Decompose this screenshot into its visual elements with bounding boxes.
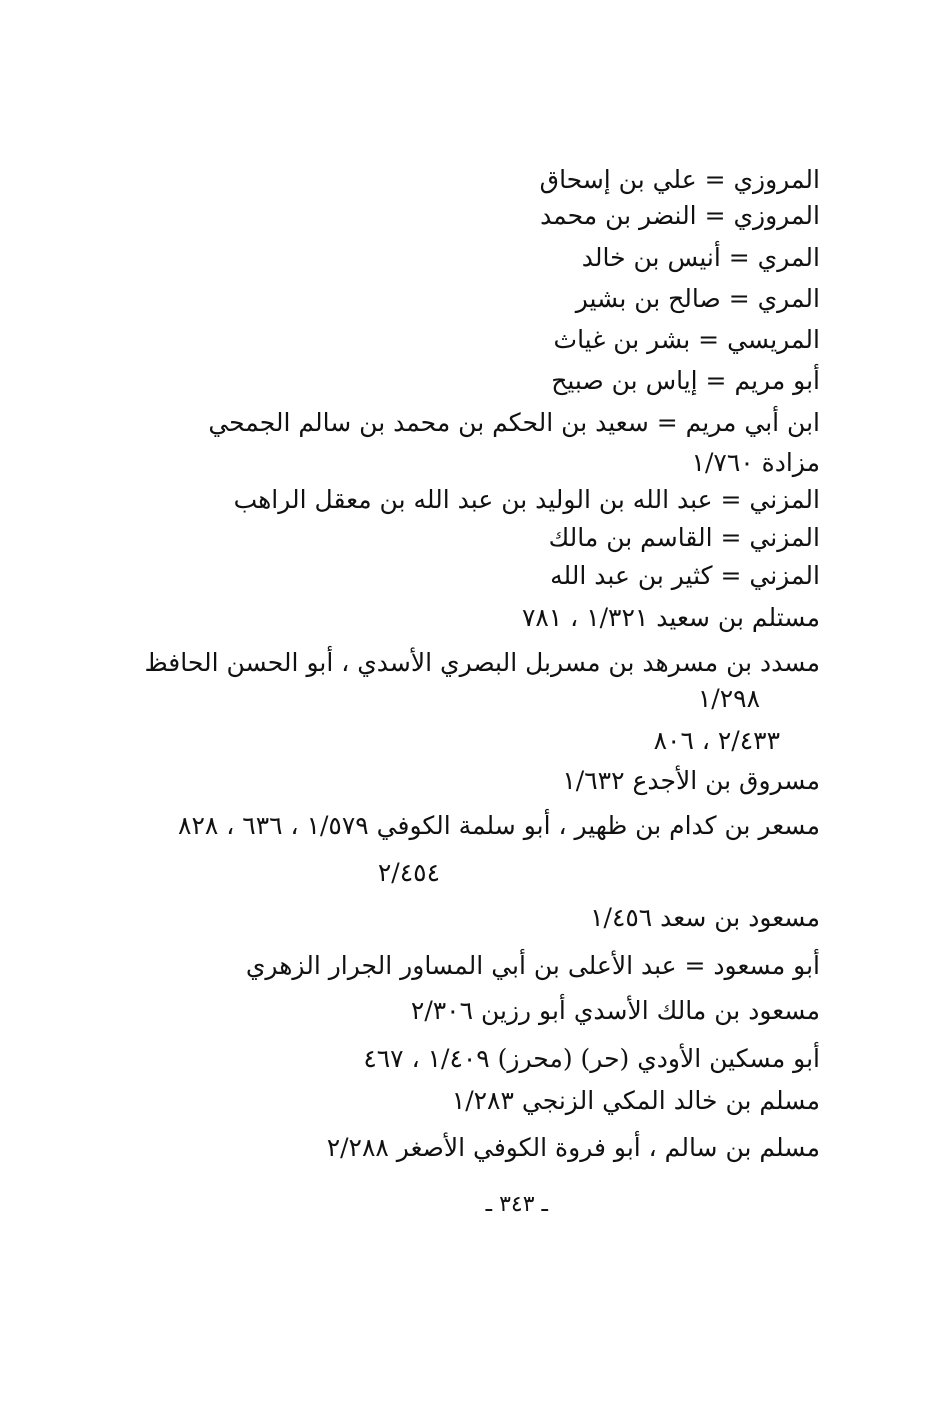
index-entry: ابن أبي مريم = سعيد بن الحكم بن محمد بن سالم الجمحي [208,408,820,437]
index-entry-continuation: ١/٢٩٨ [697,684,760,713]
index-entry: أبو مريم = إياس بن صبيح [551,366,820,395]
page-number: ـ ٣٤٣ ـ [485,1192,548,1217]
index-entry: مسعود بن سعد ١/٤٥٦ [590,903,820,932]
index-entry: المزني = عبد الله بن الوليد بن عبد الله بن معقل الراهب [233,485,820,514]
index-entry-continuation: ٢/٤٣٣ ، ٨٠٦ [653,726,780,755]
index-entry: المروزي = علي بن إسحاق [539,165,820,194]
index-entry: المزني = القاسم بن مالك [548,523,820,552]
index-entry-continuation: ٢/٤٥٤ [377,858,440,887]
index-entry: مسعود بن مالك الأسدي أبو رزين ٢/٣٠٦ [410,996,820,1025]
index-entry: المري = أنيس بن خالد [581,243,820,272]
index-entry: مزادة ١/٧٦٠ [691,448,820,477]
index-entry: مستلم بن سعيد ١/٣٢١ ، ٧٨١ [521,603,820,632]
index-entry: المري = صالح بن بشير [575,284,820,313]
index-entry: مسروق بن الأجدع ١/٦٣٢ [562,766,820,795]
index-entry: المروزي = النضر بن محمد [540,201,820,230]
index-entry: المزني = كثير بن عبد الله [550,561,820,590]
index-entry: مسلم بن سالم ، أبو فروة الكوفي الأصغر ٢/٢٨٨ [326,1133,820,1162]
index-entry: أبو مسعود = عبد الأعلى بن أبي المساور الجرار الزهري [245,951,820,980]
index-entry: أبو مسكين الأودي (حر) (محرز) ١/٤٠٩ ، ٤٦٧ [363,1044,820,1073]
index-entry: مسعر بن كدام بن ظهير ، أبو سلمة الكوفي ١/٥٧٩ ، ٦٣٦ ، ٨٢٨ [178,811,820,840]
index-entry: المريسي = بشر بن غياث [553,325,820,354]
index-entry: مسلم بن خالد المكي الزنجي ١/٢٨٣ [451,1086,820,1115]
index-entry: مسدد بن مسرهد بن مسربل البصري الأسدي ، أبو الحسن الحافظ [144,648,820,677]
